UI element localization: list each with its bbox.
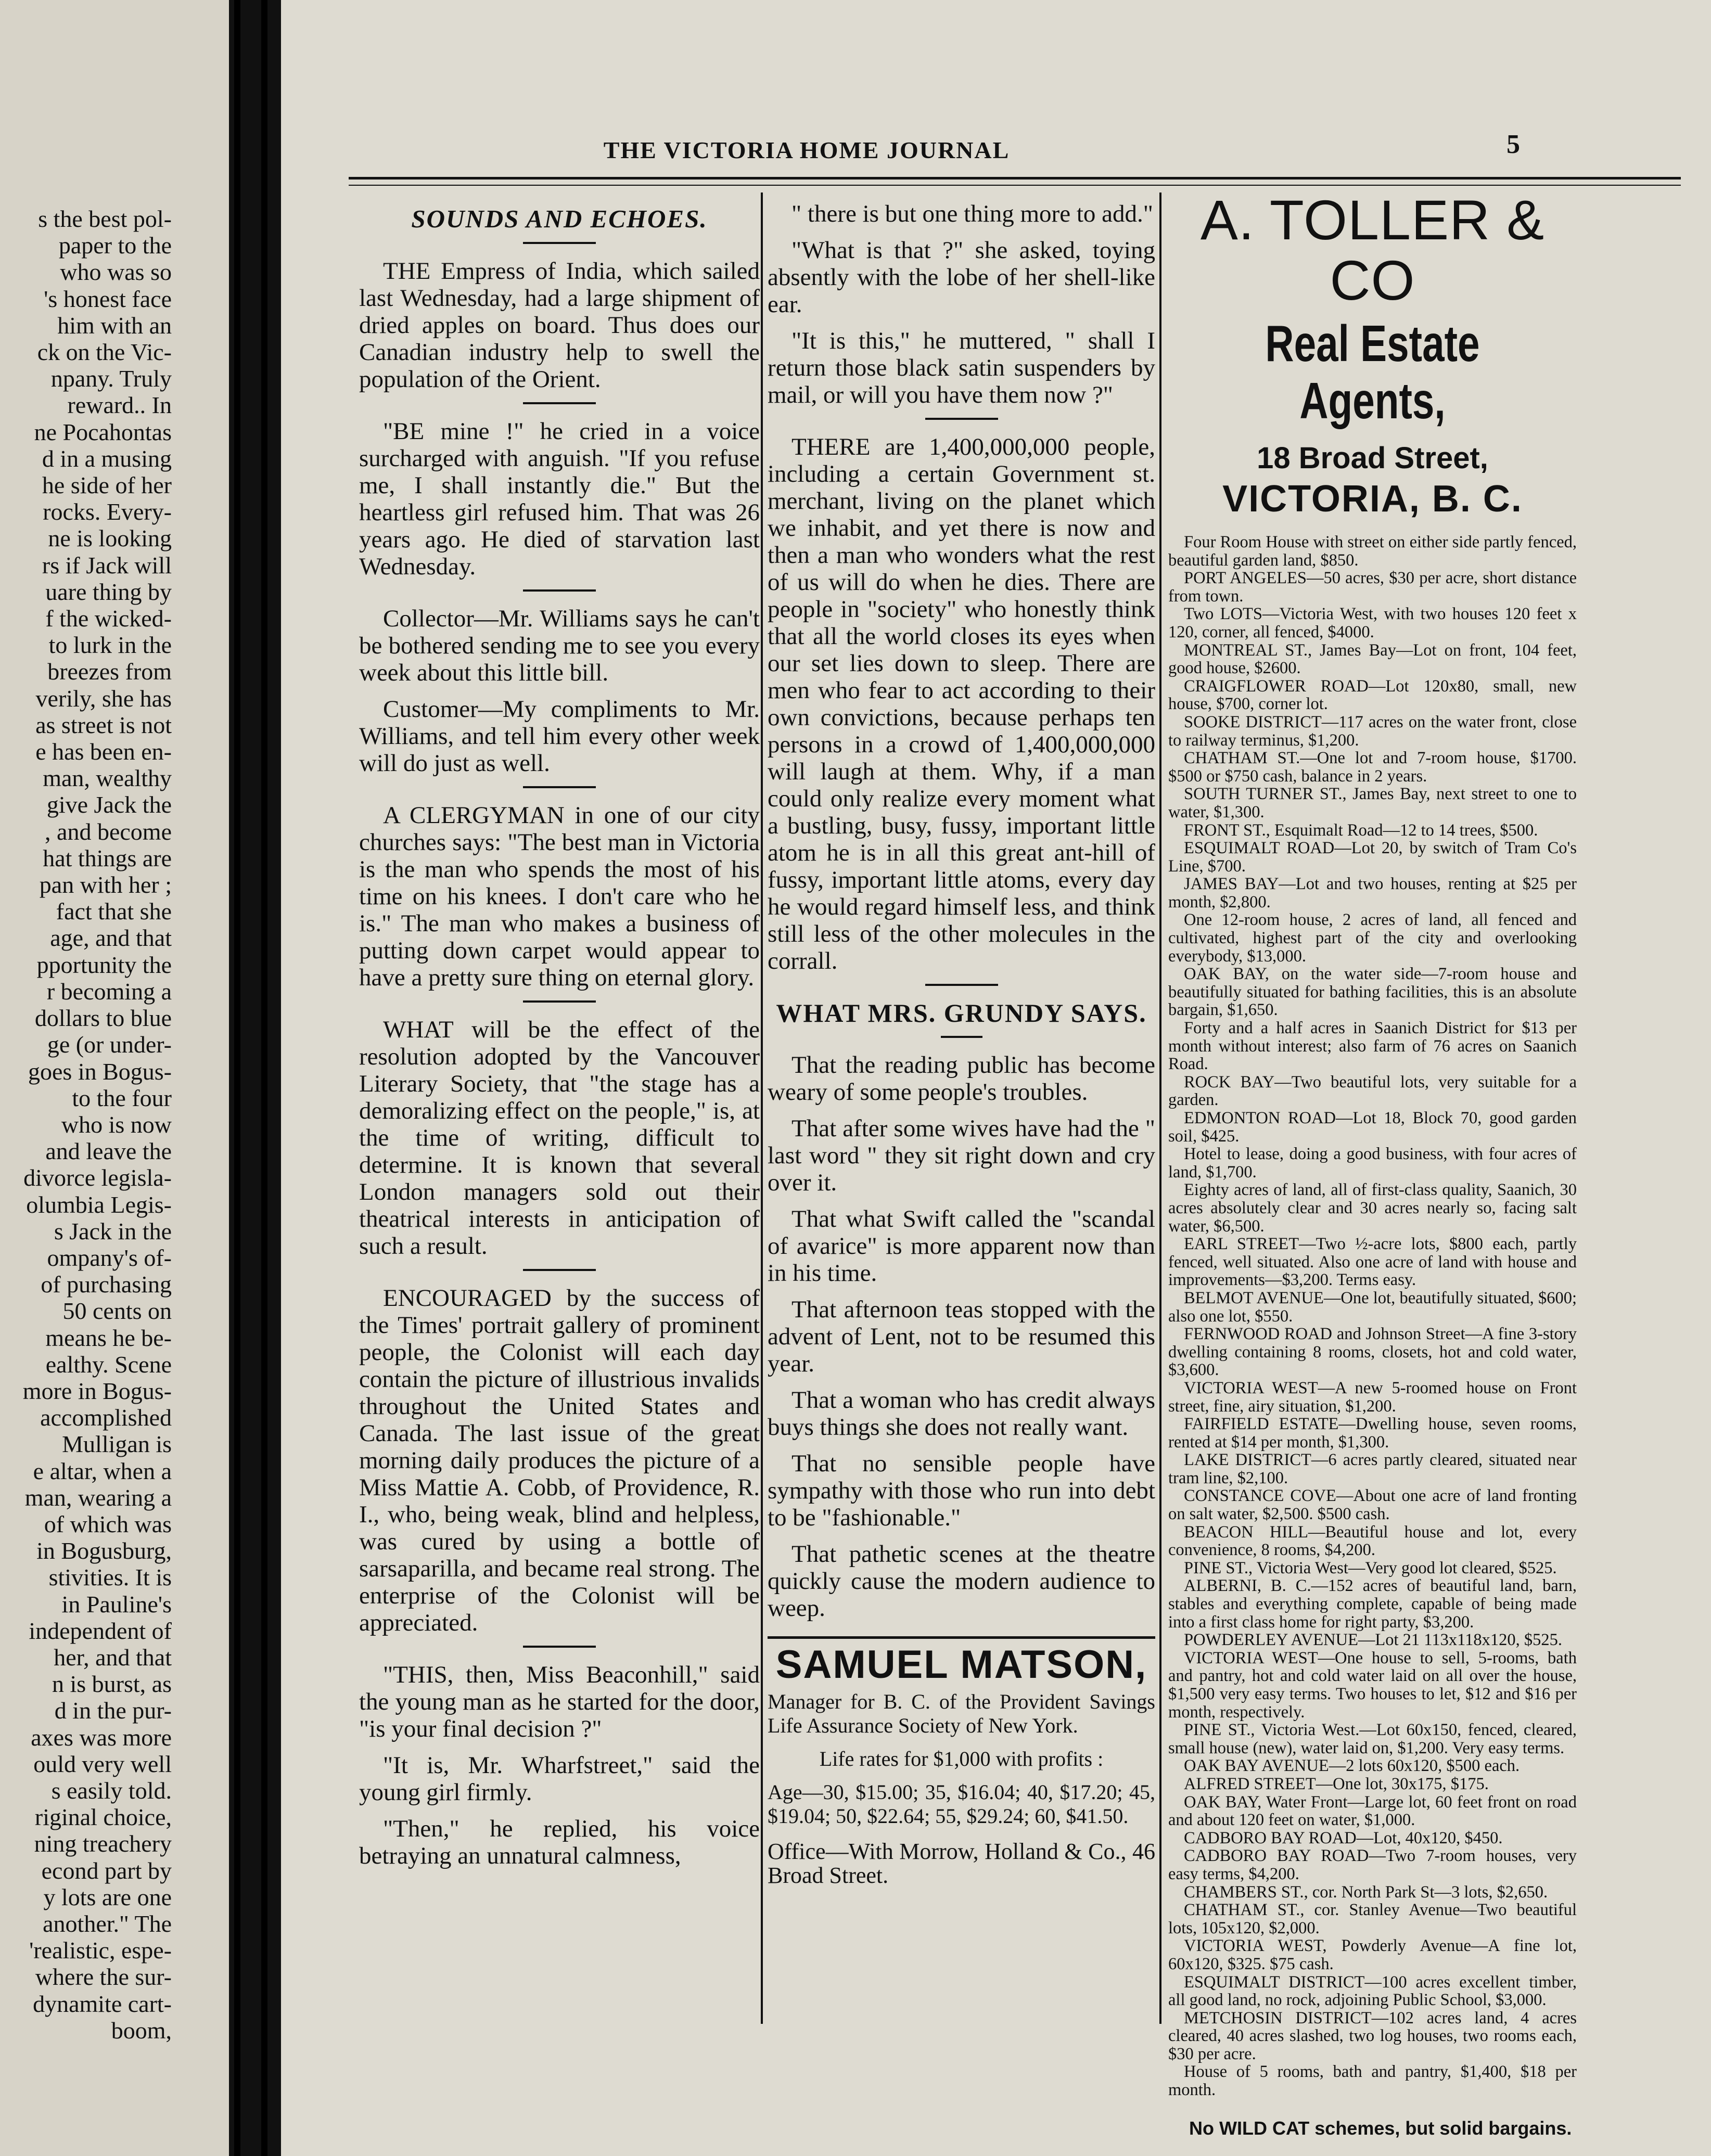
fragment-line: in Bogusburg, xyxy=(36,1537,172,1564)
grundy-item: That no sensible people have sympathy with those who run into debt to be "fashionable." xyxy=(768,1450,1155,1531)
ad-title: SAMUEL MATSON, xyxy=(775,1642,1147,1687)
listing-item: POWDERLEY AVENUE—Lot 21 113x118x120, $525. xyxy=(1184,1631,1563,1650)
article-paragraph: "BE mine !" he cried in a voice surcharged with anguish. "If you refuse me, I shall instantly die." But the heartless girl refused him. That was 26 years ago. He died of starvation last Wednesday. xyxy=(359,418,760,580)
listing-item: PORT ANGELES—50 acres, $30 per acre, short distance from town. xyxy=(1168,569,1577,606)
grundy-item: That after some wives have had the " last word " they sit right down and cry over it. xyxy=(768,1115,1155,1196)
fragment-line: dynamite cart- xyxy=(33,1990,172,2017)
listing-item: CONSTANCE COVE—About one acre of land fronting on salt water, $2,500. $500 cash. xyxy=(1168,1486,1577,1524)
listing-item: OAK BAY AVENUE—2 lots 60x120, $500 each. xyxy=(1184,1756,1520,1776)
fragment-line: s easily told. xyxy=(51,1777,172,1804)
adjacent-page-fragment xyxy=(0,0,229,2156)
separator-rule xyxy=(523,1269,596,1271)
listing-item: EARL STREET—Two ½-acre lots, $800 each, partly fenced, well situated. Also one acre of land with house and improvements—$3,200. Terms easy. xyxy=(1168,1235,1577,1290)
fragment-line: e altar, when a xyxy=(33,1457,172,1484)
listing-item: MONTREAL ST., James Bay—Lot on front, 104 feet, good house, $2600. xyxy=(1168,640,1577,678)
fragment-line: dollars to blue xyxy=(34,1005,172,1032)
listing-item: CHATHAM ST., cor. Stanley Avenue—Two beautiful lots, 105x120, $2,000. xyxy=(1168,1901,1577,1937)
listing-item: One 12-room house, 2 acres of land, all fenced and cultivated, highest part of the city and overlooking everybody, $13,000. xyxy=(1168,910,1577,966)
listing-item: OAK BAY, Water Front—Large lot, 60 feet front on road and about 120 feet on water, $1,000. xyxy=(1168,1792,1577,1830)
fragment-line: give Jack the xyxy=(46,791,172,818)
fragment-line: accomplished xyxy=(40,1404,172,1431)
fragment-line: he side of her xyxy=(42,472,172,499)
header-rule xyxy=(349,177,1681,179)
running-head: THE VICTORIA HOME JOURNAL xyxy=(603,137,1010,163)
listing-item: FERNWOOD ROAD and Johnson Street—A fine 3-story dwelling containing 8 rooms, closets, hot and cold water, $3,600. xyxy=(1168,1325,1577,1380)
ad-role: Manager for B. C. of the Provident Savings Life Assurance Society of New York. xyxy=(768,1690,1155,1737)
fragment-line: y lots are one xyxy=(43,1883,172,1910)
fragment-line: ning treachery xyxy=(34,1830,172,1857)
fragment-line: paper to the xyxy=(58,232,172,259)
fragment-line: rs if Jack will xyxy=(42,551,172,579)
article-paragraph: THE Empress of India, which sailed last Wednesday, had a large shipment of dried apples on board. Thus does our Canadian industry help to swell the population of the Orient. xyxy=(359,258,760,393)
listing-item: Eighty acres of land, all of first-class quality, Saanich, 30 acres absolutely clear and 30 acres nearly so, facing salt water, $6,500. xyxy=(1168,1180,1577,1236)
fragment-line: fact that she xyxy=(56,898,172,925)
fragment-line: man, wearing a xyxy=(24,1484,172,1511)
samuel-matson-advertisement xyxy=(768,1636,1155,1888)
listing-item: BEACON HILL—Beautiful house and lot, every convenience, 8 rooms, $4,200. xyxy=(1168,1522,1577,1560)
firm-address: 18 Broad Street, xyxy=(1257,441,1488,475)
fragment-line: rocks. Every- xyxy=(43,498,172,525)
listing-item: OAK BAY, on the water side—7-room house and beautifully situated for bathing facilities, this is an absolute bargain, $1,650. xyxy=(1168,965,1577,1020)
fragment-line: who was so xyxy=(60,259,172,286)
fragment-line: man, wealthy xyxy=(43,765,172,792)
fragment-line: d in the pur- xyxy=(54,1697,172,1724)
article-paragraph: " there is but one thing more to add." xyxy=(791,200,1153,227)
section-heading: WHAT MRS. GRUNDY SAYS. xyxy=(776,998,1147,1028)
listing-item: House of 5 rooms, bath and pantry, $1,400, $18 per month. xyxy=(1168,2062,1577,2100)
firm-name: A. TOLLER & CO xyxy=(1200,188,1545,312)
separator-rule xyxy=(523,1000,596,1003)
listing-item: FAIRFIELD ESTATE—Dwelling house, seven rooms, rented at $14 per month, $1,300. xyxy=(1168,1415,1577,1452)
listing-item: PINE ST., Victoria West—Very good lot cleared, $525. xyxy=(1184,1558,1557,1577)
fragment-line: in Pauline's xyxy=(61,1590,172,1618)
fragment-line: him with an xyxy=(57,312,172,339)
ad-rates-label: Life rates for $1,000 with profits : xyxy=(819,1747,1104,1770)
fragment-line: pportunity the xyxy=(36,951,172,978)
fragment-line: as street is not xyxy=(35,711,172,738)
fragment-line: olumbia Legis- xyxy=(26,1191,172,1218)
fragment-line: s Jack in the xyxy=(54,1217,172,1244)
fragment-line: ck on the Vic- xyxy=(37,339,172,366)
listing-item: ALFRED STREET—One lot, 30x175, $175. xyxy=(1184,1774,1489,1793)
listing-item: Two LOTS—Victoria West, with two houses 120 feet x 120, corner, all fenced, $4000. xyxy=(1168,605,1577,641)
article-paragraph: "It is, Mr. Wharfstreet," said the young girl firmly. xyxy=(359,1752,760,1806)
film-edge-rail xyxy=(261,0,267,2156)
fragment-line: to lurk in the xyxy=(48,632,172,659)
fragment-line: age, and that xyxy=(50,925,172,952)
listing-item: ROCK BAY—Two beautiful lots, very suitable for a garden. xyxy=(1168,1072,1577,1110)
listing-item: ESQUIMALT DISTRICT—100 acres excellent timber, all good land, no rock, adjoining Public School, $3,000. xyxy=(1168,1972,1577,2010)
listing-item: CRAIGFLOWER ROAD—Lot 120x80, small, new house, $700, corner lot. xyxy=(1168,676,1577,714)
fragment-line: of which was xyxy=(44,1510,172,1537)
fragment-line: her, and that xyxy=(54,1644,172,1671)
fragment-line: s the best pol- xyxy=(38,206,172,232)
fragment-line: boom, xyxy=(111,2017,172,2044)
fragment-line: and leave the xyxy=(45,1138,172,1165)
page-gutter xyxy=(229,0,281,2156)
fragment-line: ne Pocahontas xyxy=(34,418,172,445)
firm-tagline: Real Estate Agents, xyxy=(1265,315,1480,429)
article-paragraph: "THIS, then, Miss Beaconhill," said the young man as he started for the door, "is your final decision ?" xyxy=(359,1661,760,1742)
fragment-line: who is now xyxy=(61,1111,172,1138)
article-paragraph: A CLERGYMAN in one of our city churches says: "The best man in Victoria is the man who spends the most of his time on his knees. I don't care who he is." The man who makes a business of putting down carpet would appear to have a pretty sure thing on eternal glory. xyxy=(359,802,760,991)
fragment-line: d in a musing xyxy=(42,445,172,472)
listing-item: LAKE DISTRICT—6 acres partly cleared, situated near tram line, $2,100. xyxy=(1168,1451,1577,1487)
fragment-line: f the wicked- xyxy=(45,605,172,632)
listing-item: METCHOSIN DISTRICT—102 acres land, 4 acres cleared, 40 acres slashed, two log houses, two rooms each, $30 per acre. xyxy=(1168,2008,1577,2063)
grundy-item: That what Swift called the "scandal of avarice" is more apparent now than in his time. xyxy=(768,1205,1155,1287)
fragment-line: of purchasing xyxy=(41,1271,172,1298)
left-page-text-column xyxy=(0,206,172,2044)
fragment-line: divorce legisla- xyxy=(23,1164,172,1191)
fragment-line: ould very well xyxy=(33,1750,172,1777)
fragment-line: to the four xyxy=(72,1084,172,1111)
column-sounds-and-echoes xyxy=(359,206,760,1879)
grundy-item: That a woman who has credit always buys things she does not really want. xyxy=(768,1387,1155,1441)
fragment-line: axes was more xyxy=(31,1724,172,1751)
listing-item: Forty and a half acres in Saanich District for $13 per month without interest; also farm of 76 acres on Saanich Road. xyxy=(1168,1019,1577,1074)
fragment-line: means he be- xyxy=(45,1324,172,1351)
fragment-line: ealthy. Scene xyxy=(45,1351,172,1378)
fragment-line: Mulligan is xyxy=(62,1431,172,1458)
article-paragraph: Customer—My compliments to Mr. Williams, and tell him every other week will do just as well. xyxy=(359,696,760,777)
fragment-line: ompany's of- xyxy=(47,1244,172,1271)
listing-item: BELMOT AVENUE—One lot, beautifully situated, $600; also one lot, $550. xyxy=(1168,1288,1577,1326)
listing-item: CHATHAM ST.—One lot and 7-room house, $1700. $500 or $750 cash, balance in 2 years. xyxy=(1168,749,1577,786)
fragment-line: , and become xyxy=(45,818,172,845)
fragment-line: goes in Bogus- xyxy=(28,1058,172,1085)
fragment-line: 50 cents on xyxy=(62,1298,172,1325)
fragment-line: 's honest face xyxy=(44,285,172,312)
fragment-line: r becoming a xyxy=(46,978,172,1005)
fragment-line: independent of xyxy=(29,1617,172,1644)
listing-item: EDMONTON ROAD—Lot 18, Block 70, good garden soil, $425. xyxy=(1168,1109,1577,1146)
article-paragraph: ENCOURAGED by the success of the Times' portrait gallery of prominent people, the Colonist will each day contain the picture of illustrious invalids throughout the United States and Canada. The last issue of the great morning daily produces the picture of a Miss Mattie A. Cobb, of Providence, R. I., who, being weak, blind and helpless, was cured by using a bottle of sarsaparilla, and became real strong. The enterprise of the Colonist will be appreciated. xyxy=(359,1285,760,1636)
grundy-item: That the reading public has become weary of some people's troubles. xyxy=(768,1051,1155,1106)
property-listings xyxy=(1168,533,1577,2099)
fragment-line: breezes from xyxy=(47,658,172,685)
separator-rule xyxy=(925,418,998,420)
listing-item: CADBORO BAY ROAD—Two 7-room houses, very easy terms, $4,200. xyxy=(1168,1846,1577,1883)
listing-item: CADBORO BAY ROAD—Lot, 40x120, $450. xyxy=(1184,1828,1503,1847)
column-middle xyxy=(768,200,1155,1897)
article-paragraph: Collector—Mr. Williams says he can't be bothered sending me to see you every week about this little bill. xyxy=(359,605,760,686)
fragment-line: hat things are xyxy=(43,844,172,871)
separator-rule xyxy=(523,1646,596,1648)
fragment-line: ge (or under- xyxy=(47,1031,172,1058)
listing-item: VICTORIA WEST—A new 5-roomed house on Front street, fine, airy situation, $1,200. xyxy=(1168,1378,1577,1416)
separator-rule xyxy=(523,786,596,788)
page-number: 5 xyxy=(1506,130,1520,159)
separator-rule xyxy=(941,1036,982,1038)
listing-item: VICTORIA WEST, Powderly Avenue—A fine lot, 60x120, $325. $75 cash. xyxy=(1168,1936,1577,1973)
grundy-item: That afternoon teas stopped with the advent of Lent, not to be resumed this year. xyxy=(768,1296,1155,1377)
fragment-line: reward.. In xyxy=(67,392,172,419)
listing-item: FRONT ST., Esquimalt Road—12 to 14 trees, $500. xyxy=(1184,820,1538,840)
listing-item: PINE ST., Victoria West.—Lot 60x150, fenced, cleared, small house (new), water laid on, $1,200. Very easy terms. xyxy=(1168,1721,1577,1757)
fragment-line: n is burst, as xyxy=(52,1671,172,1698)
closing-line: No WILD CAT schemes, but solid bargains. xyxy=(1189,2117,1572,2139)
toller-real-estate-advertisement xyxy=(1168,190,1577,2139)
fragment-line: where the sur- xyxy=(35,1964,172,1991)
article-paragraph: "Then," he replied, his voice betraying an unnatural calmness, xyxy=(359,1815,760,1869)
separator-rule xyxy=(523,242,596,244)
article-paragraph: WHAT will be the effect of the resolution adopted by the Vancouver Literary Society, that "the stage has a demoralizing effect on the people," is, at the time of writing, difficult to determine. It is known that several London managers sold out their theatrical interests in anticipation of such a result. xyxy=(359,1016,760,1260)
column-rule xyxy=(1159,192,1161,2024)
article-paragraph: "What is that ?" she asked, toying absently with the lobe of her shell-like ear. xyxy=(768,237,1155,318)
film-edge-rail xyxy=(234,0,240,2156)
separator-rule xyxy=(523,402,596,404)
grundy-item: That pathetic scenes at the theatre quickly cause the modern audience to weep. xyxy=(768,1541,1155,1622)
listing-item: ESQUIMALT ROAD—Lot 20, by switch of Tram Co's Line, $700. xyxy=(1168,839,1577,876)
ad-office: Office—With Morrow, Holland & Co., 46 Broad Street. xyxy=(768,1839,1155,1888)
column-rule xyxy=(761,192,763,2024)
separator-rule xyxy=(523,589,596,592)
fragment-line: stivities. It is xyxy=(48,1564,172,1591)
fragment-line: more in Bogus- xyxy=(22,1377,172,1404)
ad-body xyxy=(768,1690,1155,1888)
fragment-line: uare thing by xyxy=(45,578,172,605)
fragment-line: 'realistic, espe- xyxy=(29,1937,172,1964)
listing-item: SOOKE DISTRICT—117 acres on the water front, close to railway terminus, $1,200. xyxy=(1168,712,1577,750)
ad-rates: Age—30, $15.00; 35, $16.04; 40, $17.20; 45, $19.04; 50, $22.64; 55, $29.24; 60, $41.50. xyxy=(768,1780,1155,1828)
listing-item: Hotel to lease, doing a good business, with four acres of land, $1,700. xyxy=(1168,1145,1577,1182)
fragment-line: e has been en- xyxy=(35,738,172,765)
firm-city: VICTORIA, B. C. xyxy=(1222,478,1523,520)
fragment-line: pan with her ; xyxy=(39,871,172,899)
listing-item: CHAMBERS ST., cor. North Park St—3 lots, $2,650. xyxy=(1184,1882,1548,1902)
article-paragraph: "It is this," he muttered, " shall I return those black satin suspenders by mail, or will you have them now ?" xyxy=(768,327,1155,408)
listing-item: JAMES BAY—Lot and two houses, renting at $25 per month, $2,800. xyxy=(1168,875,1577,912)
listing-item: SOUTH TURNER ST., James Bay, next street to one to water, $1,300. xyxy=(1168,785,1577,822)
separator-rule xyxy=(925,984,998,986)
fragment-line: ne is looking xyxy=(48,525,172,552)
fragment-line: verily, she has xyxy=(35,685,172,712)
listing-item: ALBERNI, B. C.—152 acres of beautiful land, barn, stables and everything complete, capable of being made into a first class home for right party, $3,200. xyxy=(1168,1576,1577,1632)
section-heading: SOUNDS AND ECHOES. xyxy=(411,204,708,233)
article-paragraph: THERE are 1,400,000,000 people, including a certain Government st. merchant, living on the planet which we inhabit, and yet there is now and then a man who wonders what the rest of us will do when he dies. There are people in "society" who honestly think that all the world closes its eyes when our set lies down to sleep. There are men who fear to act according to their own convictions, because perhaps ten persons in a crowd of 1,400,000,000 will laugh at them. Why, if a man could only realize every moment what a bustling, busy, fussy, important little atom he is in all this great ant-hill of fussy, important little atoms, every day he would regard himself less, and think still less of the other molecules in the corrall. xyxy=(768,433,1155,974)
header-rule-thin xyxy=(349,185,1681,186)
fragment-line: riginal choice, xyxy=(34,1804,172,1831)
fragment-line: econd part by xyxy=(41,1857,172,1884)
listing-item: VICTORIA WEST—One house to sell, 5-rooms, bath and pantry, hot and cold water laid on all over the house, $1,500 very easy terms. Two houses to let, $12 and $16 per month, respectively. xyxy=(1168,1648,1577,1722)
fragment-line: another." The xyxy=(43,1910,172,1937)
listing-item: Four Room House with street on either side partly fenced, beautiful garden land, $850. xyxy=(1168,533,1577,570)
fragment-line: npany. Truly xyxy=(50,365,172,392)
